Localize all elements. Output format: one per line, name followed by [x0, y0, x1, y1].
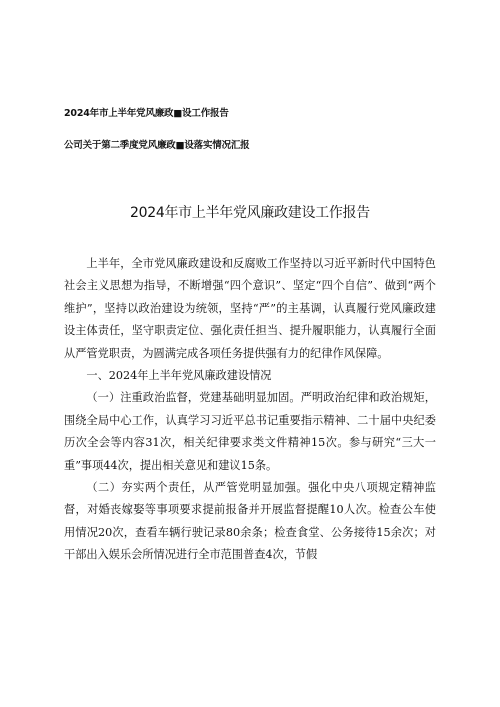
paragraph-intro: 上半年，全市党风廉政建设和反腐败工作坚持以习近平新时代中国特色社会主义思想为指导，不断增强“四个意识”、坚定“四个自信”、做到“两个维护”，坚持以政治建设为统领，坚持“严”的主基调，认真履行党风廉政建设主体责任，坚守职责定位、强化责任担当、提升履职能力，认真履行全面从严管党职责，为圆满完成各项任务提供强有力的纪律作风保障。 — [64, 257, 436, 360]
header-title-line-1: 2024年市上半年党风廉政■设工作报告 — [64, 108, 229, 119]
document-title: 2024年市上半年党风廉政建设工作报告 — [130, 205, 370, 221]
paragraph-two-responsibilities: （二）夯实两个责任，从严管党明显加强。强化中央八项规定精神监督，对婚丧嫁娶等事项要求提前报备并开展监督提醒10人次。检查公车使用情况20次，查看车辆行驶记录80余条；检查食堂、公务接待15余次；对干部出入娱乐会所情况进行全市范围普查4次，节假 — [64, 481, 436, 562]
section-heading-1: 一、2024年上半年党风廉政建设情况 — [86, 369, 272, 383]
document-body — [64, 253, 436, 567]
paragraph-political-supervision: （一）注重政治监督，党建基础明显加固。严明政治纪律和政治规矩，围绕全局中心工作，认真学习习近平总书记重要指示精神、二十届中央纪委历次全会等内容31次，相关纪律要求类文件精神15次。参与研究“三大一重”事项44次，提出相关意见和建议15条。 — [64, 391, 436, 472]
header-title-line-2: 公司关于第二季度党风廉政■设落实情况汇报 — [64, 140, 250, 151]
